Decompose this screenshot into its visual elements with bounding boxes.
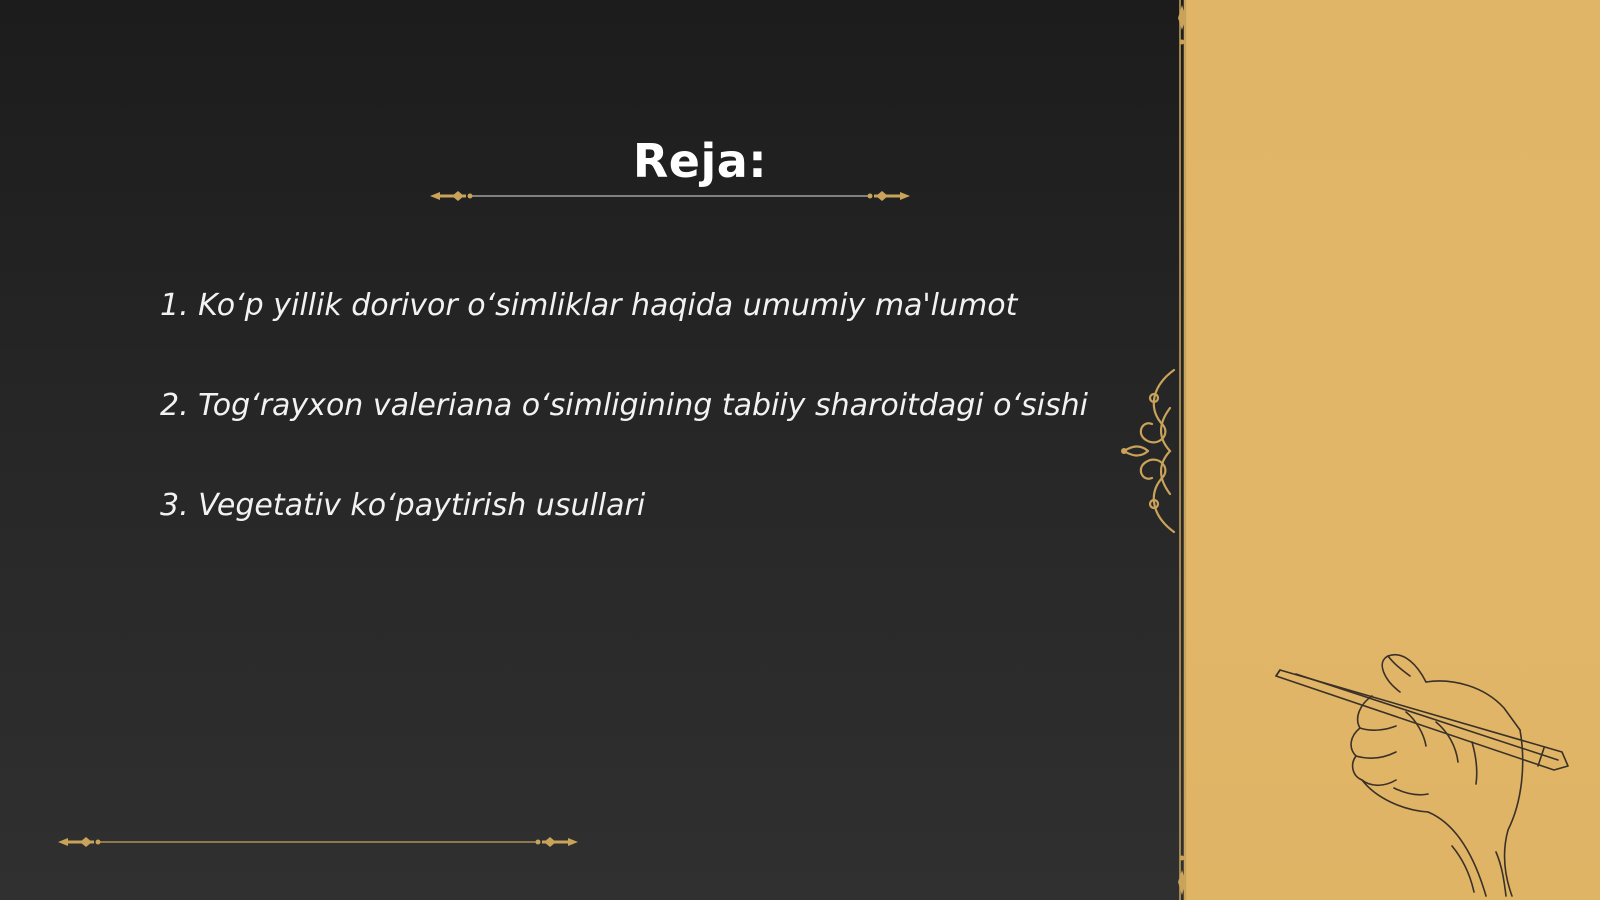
agenda-list xyxy=(160,286,1088,586)
agenda-item-2: 2. Tog‘rayxon valeriana o‘simligining tabiiy sharoitdagi o‘sishi xyxy=(160,388,1088,423)
agenda-item-1: 1. Ko‘p yillik dorivor o‘simliklar haqida umumiy ma'lumot xyxy=(160,288,1018,323)
agenda-item-3: 3. Vegetativ ko‘paytirish usullari xyxy=(160,488,646,523)
bottom-divider xyxy=(58,834,578,850)
slide-title: Reja: xyxy=(632,134,768,188)
hand-with-pencil-illustration xyxy=(1276,652,1586,898)
title-divider xyxy=(430,188,910,204)
scroll-flourish-ornament xyxy=(1118,368,1180,534)
